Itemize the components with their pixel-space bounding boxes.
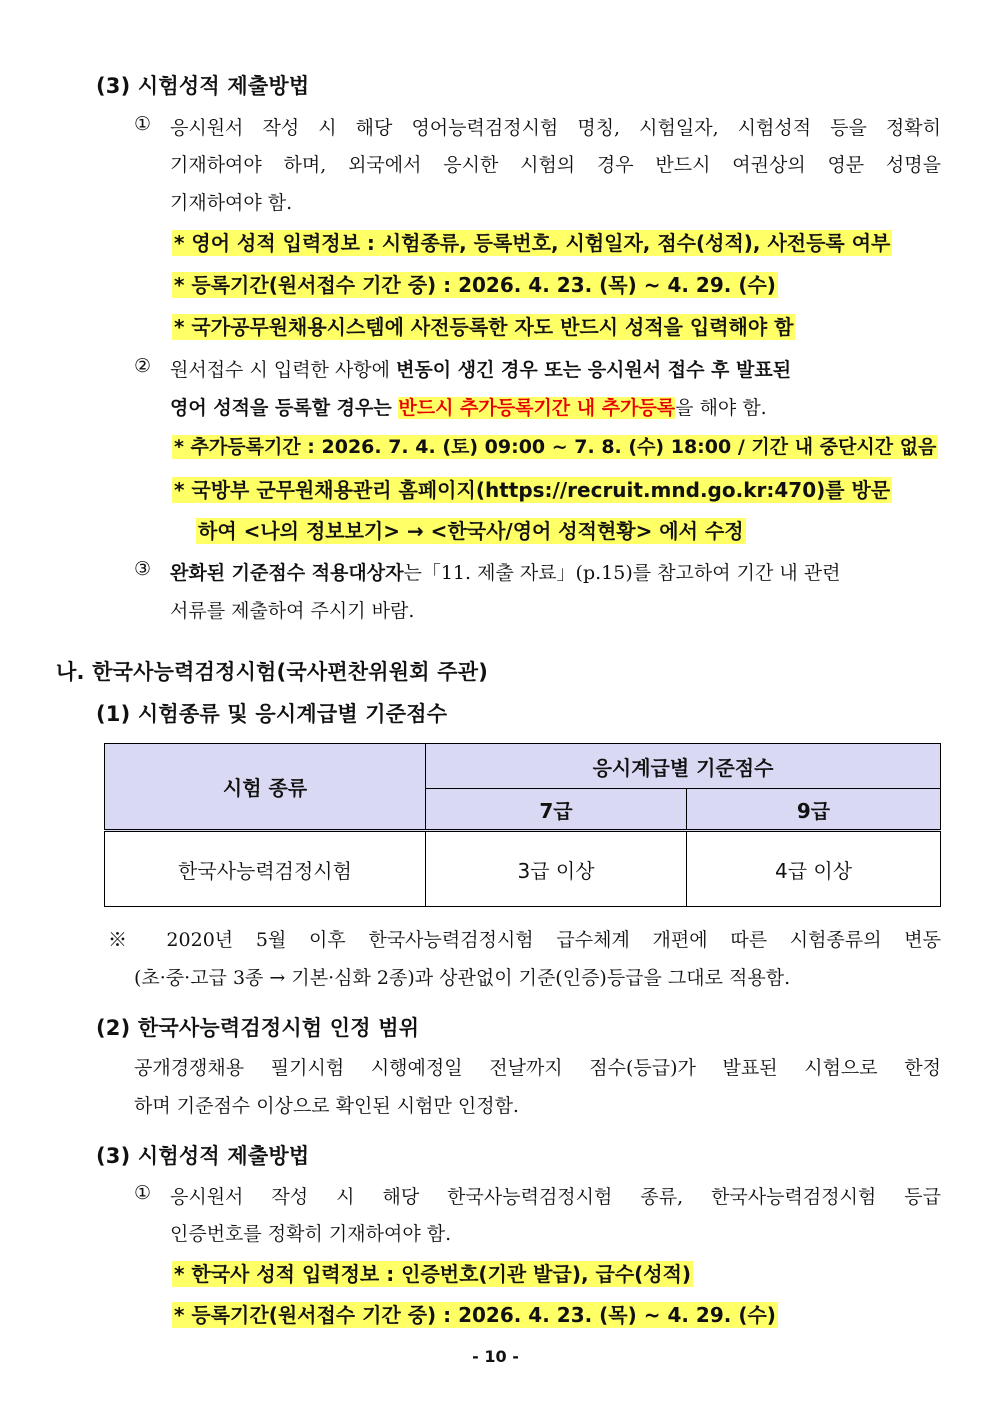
paragraph-line: 서류를 제출하여 주시기 바람. [170, 600, 415, 622]
highlighted-note: * 영어 성적 입력정보 : 시험종류, 등록번호, 시험일자, 점수(성적), 사전등록 여부 [174, 231, 891, 255]
text-run: 는「11. 제출 자료」(p.15)를 참고하여 기간 내 관련 [403, 562, 841, 584]
score-table [104, 743, 941, 907]
item-number: ③ [134, 558, 152, 580]
subheading: (2) 한국사능력검정시험 인정 범위 [96, 1016, 420, 1040]
paragraph-line: 응시원서 작성 시 해당 영어능력검정시험 명칭, 시험일자, 시험성적 등을 정확히 [170, 117, 941, 139]
bold-text: 변동이 생긴 경우 또는 응시원서 접수 후 발표된 [396, 359, 792, 381]
paragraph-line: 기재하여야 함. [170, 192, 293, 214]
table-header-grade7: 7급 [426, 789, 687, 831]
table-header-grade9: 9급 [687, 789, 941, 831]
bold-text: 영어 성적을 등록할 경우는 [170, 397, 399, 419]
note-line: ※ 2020년 5월 이후 한국사능력검정시험 급수체계 개편에 따른 시험종류의 변동 [108, 929, 941, 951]
table-header-type: 시험 종류 [105, 744, 426, 831]
paragraph-line: 인증번호를 정확히 기재하여야 함. [170, 1223, 452, 1245]
text-run: 을 해야 함. [675, 397, 767, 419]
highlighted-note: * 국방부 군무원채용관리 홈페이지(https://recruit.mnd.go.kr:470)를 방문 [174, 478, 891, 502]
bold-text: 완화된 기준점수 적용대상자 [170, 562, 404, 584]
paragraph-line: 기재하여야 하며, 외국에서 응시한 시험의 경우 반드시 여권상의 영문 성명을 [170, 154, 941, 176]
table-header-group: 응시계급별 기준점수 [426, 744, 941, 789]
table-cell-grade9: 4급 이상 [687, 831, 941, 907]
text-run: 원서접수 시 입력한 사항에 [170, 359, 397, 381]
section-heading-korean-history: 나. 한국사능력검정시험(국사편찬위원회 주관) [56, 660, 489, 684]
paragraph-line: 하며 기준점수 이상으로 확인된 시험만 인정함. [134, 1095, 519, 1117]
paragraph-line [170, 558, 840, 585]
note-line: (초·중·고급 3종 → 기본·심화 2종)과 상관없이 기준(인증)등급을 그대로 적용함. [134, 967, 791, 989]
red-highlight-text: 반드시 추가등록기간 내 추가등록 [398, 397, 676, 419]
subheading: (1) 시험종류 및 응시계급별 기준점수 [96, 702, 448, 726]
table-cell-type: 한국사능력검정시험 [105, 831, 426, 907]
highlighted-note: * 등록기간(원서접수 기간 중) : 2026. 4. 23. (목) ~ 4. 29. (수) [174, 273, 776, 297]
highlighted-note: * 국가공무원채용시스템에 사전등록한 자도 반드시 성적을 입력해야 함 [174, 315, 794, 339]
highlighted-note: * 추가등록기간 : 2026. 7. 4. (토) 09:00 ~ 7. 8. (수) 18:00 / 기간 내 중단시간 없음 [174, 436, 937, 458]
highlighted-note: * 등록기간(원서접수 기간 중) : 2026. 4. 23. (목) ~ 4. 29. (수) [174, 1303, 776, 1327]
section-heading-english-submission: (3) 시험성적 제출방법 [96, 74, 310, 98]
paragraph-line: 응시원서 작성 시 해당 한국사능력검정시험 종류, 한국사능력검정시험 등급 [170, 1186, 941, 1208]
highlighted-note: * 한국사 성적 입력정보 : 인증번호(기관 발급), 급수(성적) [174, 1262, 692, 1286]
highlighted-note: 하여 <나의 정보보기> → <한국사/영어 성적현황> 에서 수정 [198, 519, 744, 543]
table-cell-grade7: 3급 이상 [426, 831, 687, 907]
subheading: (3) 시험성적 제출방법 [96, 1144, 310, 1168]
item-number: ② [134, 355, 152, 377]
paragraph-line: 공개경쟁채용 필기시험 시행예정일 전날까지 점수(등급)가 발표된 시험으로 한정 [134, 1057, 941, 1079]
page-number: - 10 - [472, 1347, 519, 1366]
paragraph-line [170, 355, 791, 382]
item-number: ① [134, 1182, 152, 1204]
paragraph-line [170, 393, 767, 420]
item-number: ① [134, 113, 152, 135]
